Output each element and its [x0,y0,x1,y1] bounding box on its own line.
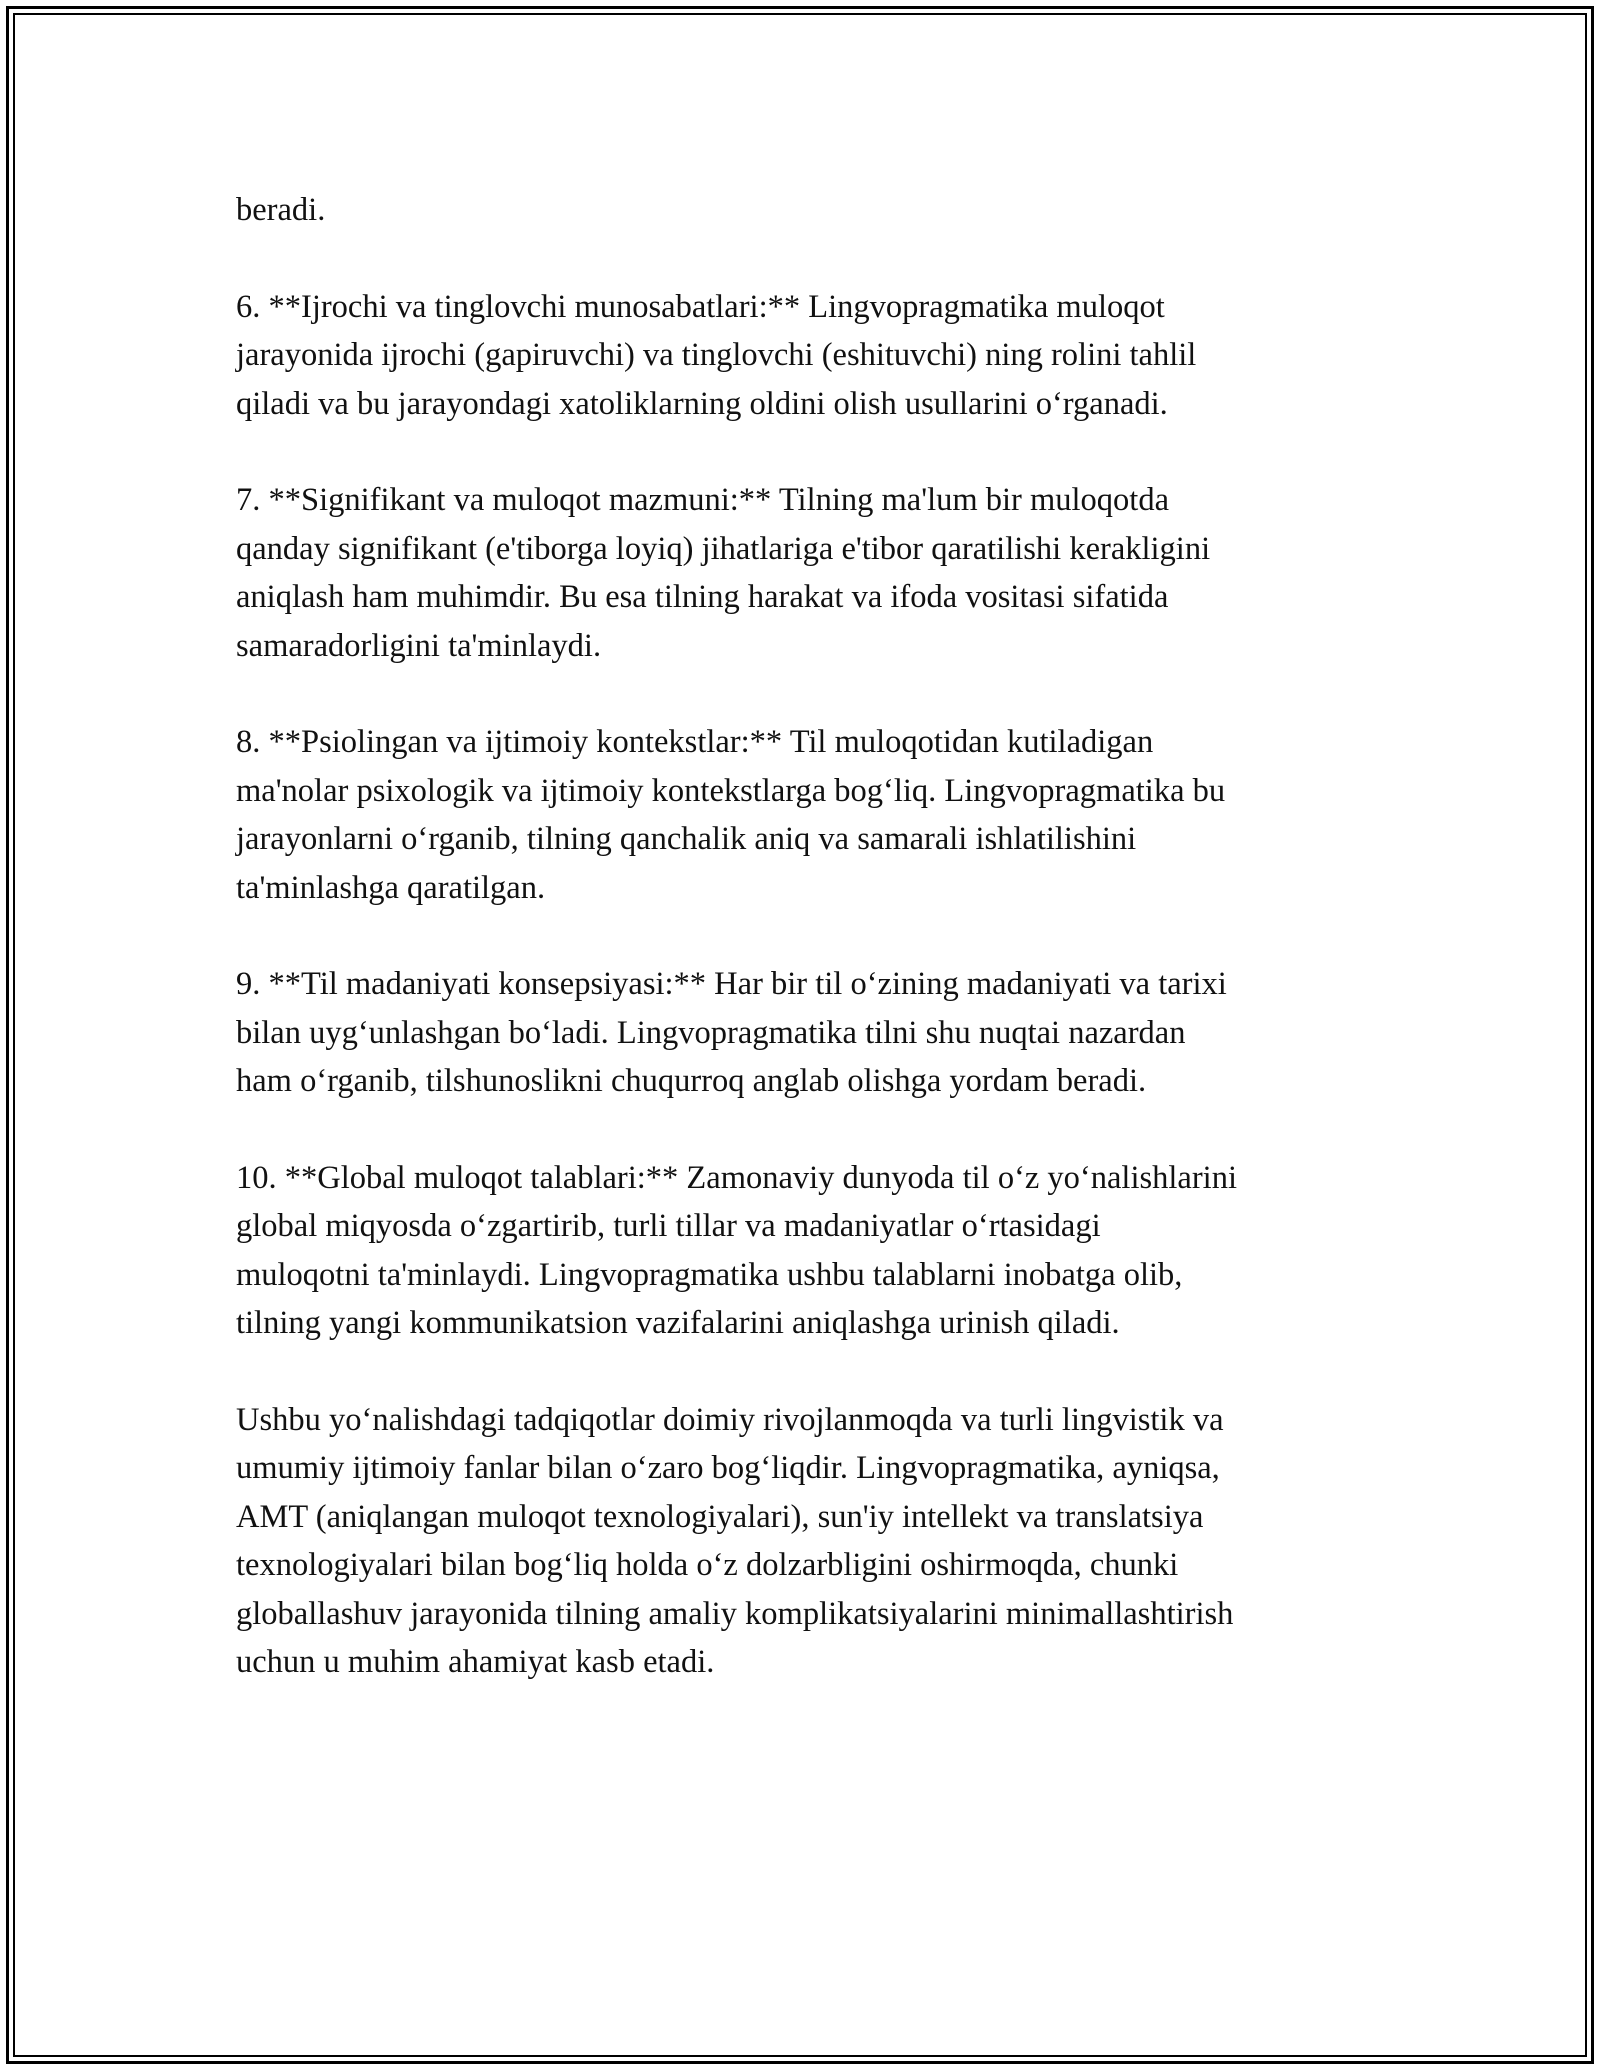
paragraph-conclusion: Ushbu yo‘nalishdagi tadqiqotlar doimiy rivojlanmoqda va turli lingvistik va umumiy ijtimoiy fanlar bilan o‘zaro bog‘liqdir. Lingvopragmatika, ayniqsa, AMT (aniqlangan muloqot texnologiyalari), sun'iy intellekt va translatsiya texnologiyalari bilan bog‘liq holda o‘z dolzarbligini oshirmoqda, chunki globallashuv jarayonida tilning amaliy komplikatsiyalarini minimallashtirish uchun u muhim ahamiyat kasb etadi. [236,1402,1234,1681]
document-body [236,186,1376,1735]
paragraph-continuation: beradi. [236,192,326,228]
paragraph-item-10: 10. **Global muloqot talablari:** Zamonaviy dunyoda til o‘z yo‘nalishlarini global miqyosda o‘zgartirib, turli tillar va madaniyatlar o‘rtasidagi muloqotni ta'minlaydi. Lingvopragmatika ushbu talablarni inobatga olib, tilning yangi kommunikatsion vazifalarini aniqlashga urinish qiladi. [236,1160,1237,1342]
paragraph-item-8: 8. **Psiolingan va ijtimoiy kontekstlar:** Til muloqotidan kutiladigan ma'nolar psixologik va ijtimoiy kontekstlarga bog‘liq. Lingvopragmatika bu jarayonlarni o‘rganib, tilning qanchalik aniq va samarali ishlatilishini ta'minlashga qaratilgan. [236,724,1226,906]
paragraph-item-6: 6. **Ijrochi va tinglovchi munosabatlari:** Lingvopragmatika muloqot jarayonida ijrochi (gapiruvchi) va tinglovchi (eshituvchi) ning rolini tahlil qiladi va bu jarayondagi xatoliklarning oldini olish usullarini o‘rganadi. [236,288,1197,422]
paragraph-item-7: 7. **Signifikant va muloqot mazmuni:** Tilning ma'lum bir muloqotda qanday signifikant (e'tiborga loyiq) jihatlariga e'tibor qaratilishi kerakligini aniqlash ham muhimdir. Bu esa tilning harakat va ifoda vositasi sifatida samaradorligini ta'minlaydi. [236,482,1211,664]
paragraph-item-9: 9. **Til madaniyati konsepsiyasi:** Har bir til o‘zining madaniyati va tarixi bilan uyg‘unlashgan bo‘ladi. Lingvopragmatika tilni shu nuqtai nazardan ham o‘rganib, tilshunoslikni chuqurroq anglab olishga yordam beradi. [236,966,1227,1100]
